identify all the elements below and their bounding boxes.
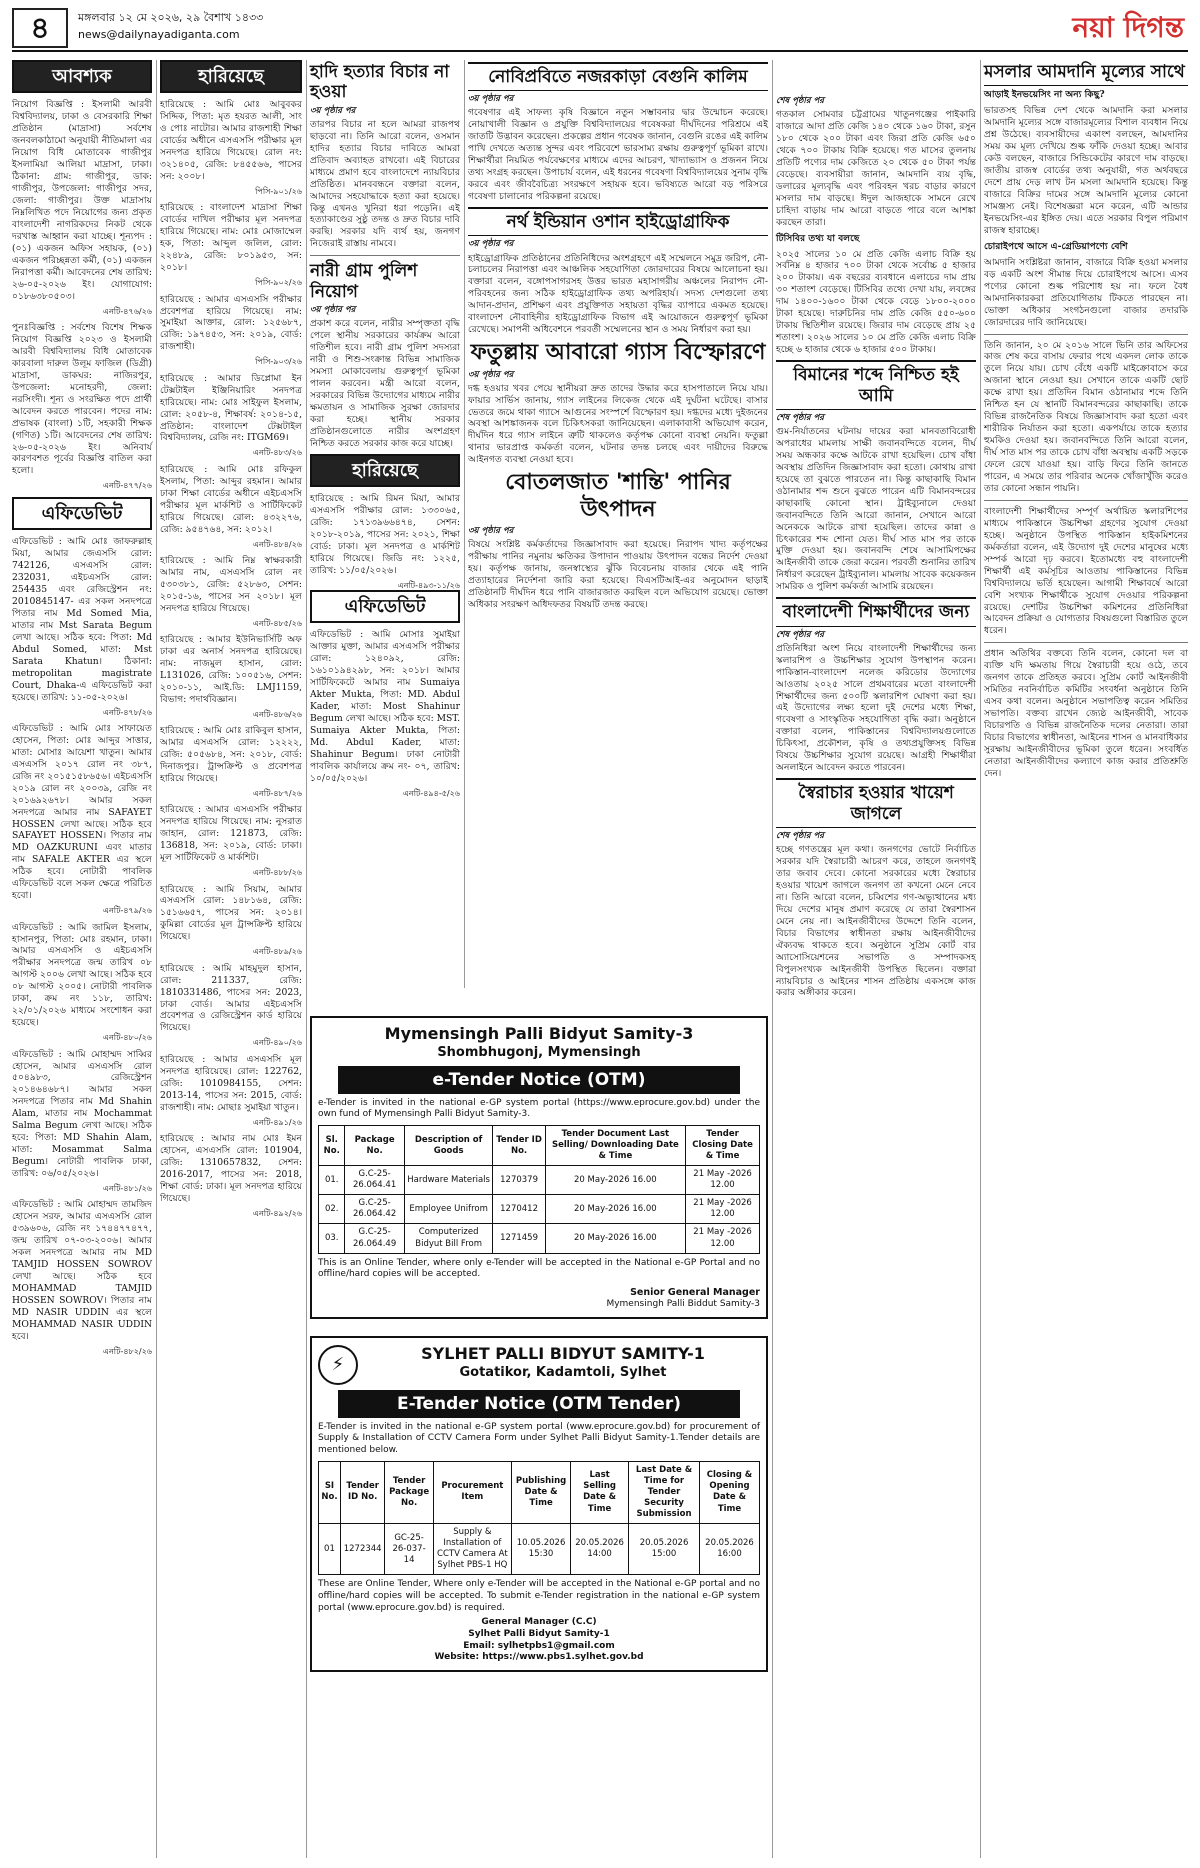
classified-ad: পুনঃবিজ্ঞপ্তি : সর্বশেষ বিশেষ শিক্ষক নিয়োগ বিজ্ঞপ্তি ২০২৩ ও ইসলামী আরবী বিশ্ববিদ্যালয় বিধি মোতাবেক কারবালা দারুল উলূম ফাজিল (ডিগ্রী) মাদ্রাসা, ডাকঘর: নাজিরপুর, উপজেলা: মনোহরদী, জেলা: নরসিংদী। শূন্য ও সংরক্ষিত পদে প্রার্থী আবেদন করতে পারবেন। পদের নাম: প্রভাষক (বাংলা) ১টি, সহকারী শিক্ষক (গণিত) ১টি। আবেদনের শেষ তারিখ: ২৬-০৫-২০২৬ ইং। অনিবার্য কারণবশত পূর্বের বিজ্ঞপ্তি বাতিল করা হলো। (12, 321, 152, 477)
continued-from: শেষ পৃষ্ঠার পর (776, 629, 824, 640)
subheading: চোরাইপথে আসে এ-গ্রেডিয়াপণ্যে বেশি (984, 240, 1128, 252)
table-cell: 02. (319, 1195, 345, 1224)
tender-org: SYLHET PALLI BIDYUT SAMITY-1 (421, 1344, 705, 1363)
ad-ref: এনটি-৪৮৬/২৬ (252, 709, 302, 719)
lost-notice: হারিয়েছে : আমি মোঃ রাকিবুল হাসান, আমার এসএসসি রোল: ১২২২২, রেজি: ৫০৫৬৮৪, সন: ২০১৮, বোর্ড: দিনাজপুর। ট্রান্সক্রিপ্ট ও প্রবেশপত্র হারিয়ে গিয়েছে। (160, 725, 302, 785)
tender-note: This is an Online Tender, where only e-Tender will be accepted in the National e-GP Portal and no offline/hard copies will be accepted. (318, 1257, 760, 1280)
table-row (319, 1195, 760, 1224)
ad-ref: এনটি-৪৯৪-৫/২৬ (402, 788, 460, 798)
ad-ref: এনটি-৪৯৩-১১/২৬ (397, 580, 460, 590)
article-body: ভারতসহ বিভিন্ন দেশ থেকে আমদানি করা মসলার আমদানি মূল্যের সঙ্গে বাজারমূল্যের বিশাল ব্যবধান নিয়ে প্রশ্ন উঠেছে। ব্যবসায়ীদের একাংশ বলছেন, আমদানির সময় কম মূল্য দেখিয়ে শুল্ক ফাঁকি দেওয়া হচ্ছে। আবার কেউ বলছেন, বাজারে সিন্ডিকেটের কারণে দাম বাড়ছে। জাতীয় রাজস্ব বোর্ডের তথ্য অনুযায়ী, গত অর্থবছরে দেশে প্রায় দেড় লাখ টন মসলা আমদানি হয়েছে। কিন্তু বাজারে বিক্রির দামের সঙ্গে আমদানি মূল্যের কোনো সামঞ্জস্য নেই। বিশেষজ্ঞরা মনে করেন, এটি আন্ডার ইনভয়েসিং-এর ইঙ্গিত দেয়। এতে সরকার বিপুল পরিমাণ রাজস্ব হারাচ্ছে। (984, 105, 1188, 236)
lost-notice: হারিয়েছে : আমার নাম মোঃ ইমন হোসেন, এসএসসি রোল: 101904, রেজি: 1310657832, সেশন: 2016-2017, পাসের সন: 2018, শিক্ষা বোর্ড: ঢাকা। মূল সনদপত্র হারিয়ে গিয়েছে। (160, 1132, 302, 1204)
article-body: তারপর বিচার না হলে আমরা রাজপথ ছাড়বো না। তিনি আরো বলেন, ওসমান হাদির হত্যার বিচার দাবিতে আমরা প্রতিবাদ অব্যাহত রাখবো। এই বিচারের মাধ্যমে প্রমাণ হবে বাংলাদেশে ন্যায়বিচার প্রতিষ্ঠিত। মানববন্ধনে বক্তারা বলেন, আমাদের সহযোদ্ধাকে হত্যা করা হয়েছে। কিন্তু এখনও খুনিরা ধরা পড়েনি। এই হত্যাকাণ্ডের সুষ্ঠু তদন্ত ও দ্রুত বিচার দাবি করছি। সরকার যদি ব্যর্থ হয়, জনগণ নিজেরাই রাস্তায় নামবে। (310, 118, 460, 250)
ad-ref: এনটি-৪৭৮/২৬ (102, 707, 152, 717)
ad-ref: পিসি-৯০১/২৬ (255, 187, 302, 197)
article-body: প্রকাশ করে বলেন, নারীর সম্পৃক্ততা বৃদ্ধি পেলে স্থানীয় সরকারের কার্যক্রম আরো গতিশীল হবে। নারী গ্রাম পুলিশ সদস্যরা নারী ও শিশু-সংক্রান্ত বিভিন্ন সামাজিক সমস্যা মোকাবেলায় গুরুত্বপূর্ণ ভূমিকা পালন করবেন। মন্ত্রী আরো বলেন, সরকারের বিভিন্ন উদ্যোগের মাধ্যমে নারীর ক্ষমতায়ন ও সামাজিক সুরক্ষা জোরদার করা হচ্ছে। স্থানীয় সরকার প্রতিষ্ঠানগুলোতে নারীর অংশগ্রহণ নিশ্চিত করতে সরকার কাজ করে যাচ্ছে। (310, 318, 460, 449)
headline[interactable]: হাদি হত্যার বিচার না হওয়া (310, 62, 450, 103)
ad-ref: এনটি-৪৮৮/২৬ (252, 868, 302, 878)
ad-ref: এনটি-৪৮৭/২৬ (252, 788, 302, 798)
affidavit-notice: এফিডেভিট : আমি মোসাঃ সুমাইয়া আক্তার মুক্তা, আমার এসএসসি পরীক্ষার রোল: ১২৪০৯২, রেজি: ১৬১০১৯৪২৯৮, সন: ২০১৮। আমার সার্টিফিকেটে আমার নাম Sumaiya Akter Mukta, পিতা: MD. Abdul Kader, মাতা: Most Shahinur Begum লেখা আছে। সঠিক হবে: MST. Sumaiya Akter Mukta, পিতা: Md. Abdul Kader, মাতা: Shahinur Begum। ঢাকা নোটারী পাবলিক কার্যালয়ে ক্রম নং- ০৭, তারিখ: ১০/০৫/২০২৬। (310, 629, 460, 784)
headline[interactable]: ফতুল্লায় আবারো গ্যাস বিস্ফোরণে (470, 340, 766, 366)
table-header-cell: Package No. (345, 1126, 404, 1166)
column-news-3 (310, 60, 460, 590)
continued-from: শেষ পৃষ্ঠার পর (776, 830, 824, 841)
divider (984, 334, 1188, 335)
headline[interactable]: নোবিপ্রবিতে নজরকাড়া বেগুনি কালিম (468, 62, 768, 91)
lost-notice: হারিয়েছে : আমি রিমন মিয়া, আমার এসএসসি পরীক্ষার রোল: ১৩৩০৬৫, রেজি: ১৭১৩৯৬৬৪৭৪, সেশন: ২০১৮-২০১৯, পাসের সন: ২০২১, শিক্ষা বোর্ড: ঢাকা। মূল সনদপত্র ও মার্কশিট হারিয়ে গিয়েছে। জিডি নং: ১২২৫, তারিখ: ১১/০৫/২০২৬। (310, 493, 460, 576)
tender-intro: e-Tender is invited in the national e-GP system portal (https://www.eprocure.gov.bd) under the own fund of Mymensingh Palli Bidyut Samity-3. (318, 1097, 760, 1120)
ad-ref: এনটি-৪৯০/২৬ (252, 1038, 302, 1048)
table-header-cell: Last Selling Date & Time (571, 1461, 629, 1523)
tender-notice-sylhet (310, 1330, 768, 1672)
subheading: টিসিবির তথ্য যা বলছে (776, 232, 860, 244)
continued-from: শেষ পৃষ্ঠার পর (776, 96, 824, 106)
table-header-cell: Tender ID No. (340, 1461, 385, 1523)
ad-ref: এনটি-৪৮৫/২৬ (252, 618, 302, 628)
table-cell: G.C-25-26.064.41 (345, 1166, 404, 1195)
article-body: দগ্ধ হওয়ার খবর পেয়ে স্থানীয়রা দ্রুত তাদের উদ্ধার করে হাসপাতালে নিয়ে যায়। ফায়ার সার্ভিস জানায়, গ্যাস লাইনের লিকেজ থেকে এই দুর্ঘটনা ঘটেছে। বাসার ভেতরে জমে থাকা গ্যাসে আগুনের সংস্পর্শে বিস্ফোরণ হয়। দগ্ধদের মধ্যে দুইজনের অবস্থা আশঙ্কাজনক বলে চিকিৎসকরা জানিয়েছেন। এলাকাবাসী অভিযোগ করেন, দীর্ঘদিন ধরে গ্যাস লাইনে ত্রুটি থাকলেও কর্তৃপক্ষ কোনো ব্যবস্থা নেয়নি। ফতুল্লা থানার ভারপ্রাপ্ত কর্মকর্তা বলেন, ঘটনার তদন্ত চলছে এবং দায়ীদের বিরুদ্ধে আইনগত ব্যবস্থা নেওয়া হবে। (468, 382, 768, 466)
lost-notice: হারিয়েছে : আমার এসএসসি পরীক্ষার সনদপত্র হারিয়ে গিয়েছে। নাম: নুসরাত জাহান, রোল: 121873, রেজি: 136818, সন: ২০১৯, বোর্ড: ঢাকা। মূল সার্টিফিকেট ও মার্কশিট। (160, 804, 302, 864)
article-body: হাইড্রোগ্রাফিক প্রতিষ্ঠানের প্রতিনিধিদের অংশগ্রহণে এই সম্মেলনে সমুদ্র জরিপ, নৌ-চলাচলের নিরাপত্তা এবং আঞ্চলিক সহযোগিতা জোরদারের বিষয়ে আলোচনা হয়। বক্তারা বলেন, বঙ্গোপসাগরসহ উত্তর ভারত মহাসাগরীয় অঞ্চলের নিরাপদ নৌ-পরিবহনের জন্য সঠিক হাইড্রোগ্রাফিক তথ্য অপরিহার্য। সদস্য দেশগুলো তথ্য আদান-প্রদান, প্রশিক্ষণ এবং প্রযুক্তিগত সহায়তা বৃদ্ধির ব্যাপারে একমত হয়েছে। বাংলাদেশ নৌবাহিনীর হাইড্রোগ্রাফিক বিভাগ এই আয়োজনে গুরুত্বপূর্ণ ভূমিকা রেখেছে। সমাপনী অধিবেশনে পরবর্তী সম্মেলনের স্থান ও সময় নির্ধারণ করা হয়। (468, 252, 768, 336)
column-rule (980, 60, 981, 1858)
continued-from: ৩য় পৃষ্ঠার পর (468, 94, 514, 105)
ad-ref: এনটি-৪৮৩/২৬ (252, 448, 302, 458)
table-cell: 20 May-2026 16.00 (545, 1195, 685, 1224)
article-body: হচ্ছে গণতন্ত্রের মূল কথা। জনগণের ভোটে নির্বাচিত সরকার যদি স্বৈরাচারী আচরণ করে, তাহলে জনগণই তার জবাব দেবে। কোনো সরকারের মধ্যে স্বৈরাচার হওয়ার খায়েশ জাগলে জনগণ তা কখনো মেনে নেবে না। তিনি আরো বলেন, চব্বিশের গণ-অভ্যুত্থানের মধ্য দিয়ে দেশের মানুষ প্রমাণ করেছে যে তারা স্বৈরশাসন মেনে নেয় না। আইনজীবীদের উদ্দেশে তিনি বলেন, বিচার বিভাগের স্বাধীনতা রক্ষায় আইনজীবীদের ঐক্যবদ্ধ থাকতে হবে। অনুষ্ঠানে সুপ্রিম কোর্ট বার অ্যাসোসিয়েশনের সভাপতি ও সম্পাদকসহ বিপুলসংখ্যক আইনজীবী উপস্থিত ছিলেন। বক্তারা ন্যায়বিচার ও আইনের শাসন প্রতিষ্ঠায় একসঙ্গে কাজ করার অঙ্গীকার করেন। (776, 844, 976, 999)
date-line: মঙ্গলবার ১২ মে ২০২৬, ২৯ বৈশাখ ১৪৩৩ (78, 11, 264, 24)
table-row (319, 1166, 760, 1195)
table-cell: G.C-25-26.064.42 (345, 1195, 404, 1224)
headline[interactable]: বিমানের শব্দে নিশ্চিত হই আমি (776, 360, 976, 410)
subheading: আড়াই ইনভয়েসিং না অন্য কিছু? (984, 89, 1105, 101)
article-body: বাংলাদেশী শিক্ষার্থীদের সম্পূর্ণ অর্থায়িত স্কলারশিপের মাধ্যমে পাকিস্তানে উচ্চশিক্ষা গ্রহণের সুযোগ দেওয়া হচ্ছে। অনুষ্ঠানে উপস্থিত পাকিস্তান হাইকমিশনের কর্মকর্তারা বলেন, এই উদ্যোগ দুই দেশের মানুষের মধ্যে সম্পর্ক আরো দৃঢ় করবে। ইতোমধ্যে বহু বাংলাদেশী শিক্ষার্থী এই কর্মসূচির আওতায় পাকিস্তানের বিভিন্ন বিশ্ববিদ্যালয়ে ভর্তি হয়েছেন। আগামী শিক্ষাবর্ষে আরো বেশি সংখ্যক শিক্ষার্থীকে সুযোগ দেওয়ার পরিকল্পনা রয়েছে। দেশটির উচ্চশিক্ষা কমিশনের প্রতিনিধিরা আবেদন প্রক্রিয়া ও যোগ্যতার বিষয়গুলো বিস্তারিত তুলে ধরেন। (984, 505, 1188, 637)
table-cell: 20 May-2026 16.00 (545, 1166, 685, 1195)
affidavit-notice: এফিডেভিট : আমি জামিল ইসলাম, হাসানপুর, পিতা: মোঃ রহমান, ঢাকা। আমার এসএসসি ও এইচএসসি পরীক্ষার সনদপত্রে জন্ম তারিখ ০৮ আগস্ট ২০০৬ লেখা আছে। সঠিক হবে ০৮ আগস্ট ২০০৫। নোটারী পাবলিক ঢাকা, ক্রম নং ১১৮, তারিখ: ২২/০১/২০২৬ মাধ্যমে সংশোধন করা হয়েছে। (12, 921, 152, 1029)
divider (310, 255, 460, 256)
lost-notice: হারিয়েছে : আমার এসএসসি পরীক্ষার প্রবেশপত্র হারিয়ে গিয়েছে। নাম: সুমাইয়া আক্তার, রোল: ১২৫৬৮৭, রেজি: ১৯৭৪৫৩, সন: ২০১৯, বোর্ড: রাজশাহী। (160, 293, 302, 353)
headline[interactable]: নারী গ্রাম পুলিশ নিয়োগ (310, 261, 418, 302)
tender-note: These are Online Tender, Where only e-Tender will be accepted in the National e-GP portal and no offline/hard copies will be accepted. To submit e-Tender registration in the national e-GP system portal (www.eprocure.gov.bd) is required. (318, 1579, 760, 1613)
column-rule (464, 60, 465, 988)
column-news-4 (468, 60, 768, 1060)
continued-from: ৩য় পৃষ্ঠার পর (468, 526, 514, 537)
table-header-cell: Closing & Opening Date & Time (700, 1461, 760, 1523)
table-cell: GC-25-26-037-14 (385, 1524, 433, 1575)
masthead (12, 8, 1188, 52)
affidavit-notice: এফিডেভিট : আমি মোঃ জাফরুল্লাহ মিয়া, আমার জেএসসি রোল: 742126, এসএসসি রোল: 232031, এইচএসসি রোল: 254435 এবং রেজিস্ট্রেশন নং: 2010845147- এর সকল সনদপত্রে পিতার নাম Md Somed Mia, মাতার নাম Mst Sarata Begum লেখা আছে। সঠিক হবে: পিতা: Md Abdul Somed, মাতা: Mst Sarata Khatun। ঠিকানা: metropolitan magistrate Court, Dhaka-এ এফিডেভিট করা হয়েছে। তারিখ: ১১-০৫-২০২৬। (12, 536, 152, 703)
divider (984, 500, 1188, 501)
article-body: প্রধান অতিথির বক্তব্যে তিনি বলেন, কোনো দল বা ব্যক্তি যদি ক্ষমতায় গিয়ে স্বৈরাচারী হয়ে ওঠে, তবে জনগণ তাকে প্রতিহত করবে। সুপ্রিম কোর্ট আইনজীবী সমিতির নবনির্বাচিত কমিটির সংবর্ধনা অনুষ্ঠানে তিনি এসব কথা বলেন। অনুষ্ঠানে সভাপতিত্ব করেন সমিতির সভাপতি। বক্তব্য রাখেন জ্যেষ্ঠ আইনজীবী, সাবেক বিচারপতি ও বিভিন্ন রাজনৈতিক দলের নেতারা। তারা বিচার বিভাগের স্বাধীনতা, আইনের শাসন ও মানবাধিকার সুরক্ষায় আইনজীবীদের ভূমিকা তুলে ধরেন। সংবর্ধিত নেতারা আইনজীবীদের কল্যাণে কাজ করার প্রতিশ্রুতি দেন। (984, 648, 1188, 779)
ad-ref: এনটি-৪৮৯/২৬ (252, 947, 302, 957)
table-cell: 1272344 (340, 1524, 385, 1575)
article-body: গুম-নির্যাতনের ঘটনায় দায়ের করা মানবতাবিরোধী অপরাধের মামলায় সাক্ষী জবানবন্দিতে বলেন, দীর্ঘ সময় অন্ধকার কক্ষে আটকে রাখা হয়েছিল। চোখ বাঁধা অবস্থায় প্রতিদিন জিজ্ঞাসাবাদ করা হতো। কোথায় রাখা হয়েছে তা বুঝতে পারতেন না। কিন্তু কাছাকাছি বিমান ওঠানামার শব্দ শুনে বুঝতে পারেন এটি বিমানবন্দরের কাছাকাছি কোনো স্থান। ট্রাইব্যুনালে দেওয়া জবানবন্দিতে তিনি আরো জানান, সেখানে আরো অনেককে আটকে রাখা হয়েছিল। তাদের কান্না ও চিৎকারের শব্দ শোনা যেত। দীর্ঘ সাত মাস পর তাকে মুক্তি দেওয়া হয়। জবানবন্দি শেষে আসামিপক্ষের আইনজীবী তাকে জেরা করেন। পরবর্তী শুনানির তারিখ নির্ধারণ করেছেন ট্রাইব্যুনাল। মামলায় সাবেক কয়েকজন সামরিক ও পুলিশ কর্মকর্তা আসামি রয়েছেন। (776, 425, 976, 593)
tender-intro: E-Tender is invited in the national e-GP system portal (www.eprocure.gov.bd) for procurement of Supply & Installation of CCTV Camera Form under Sylhet Palli Bidyut Samity-1.Tender details are mentioned below. (318, 1421, 760, 1456)
ad-ref: এনটি-৪৭৬/২৬ (102, 306, 152, 316)
table-cell: Supply & Installation of CCTV Camera At Sylhet PBS-1 HQ (433, 1524, 511, 1575)
ad-ref: পিসি-৯০৩/২৬ (255, 357, 302, 367)
ad-ref: এনটি-৪৮০/২৬ (102, 1033, 152, 1043)
lost-notice: হারিয়েছে : আমি মোঃ রফিকুল ইসলাম, পিতা: আব্দুর রহমান। আমার ঢাকা শিক্ষা বোর্ডের অধীনে এইচএসসি পরীক্ষার মূল মার্কশিট ও সার্টিফিকেট হারিয়ে গিয়েছে। রোল: ৪৩২২৭৬, রেজি: ৯৫৪৭৬৪, সন: ২০১২। (160, 463, 302, 535)
ad-ref: এনটি-৪৯২/২৬ (252, 1208, 302, 1218)
lost-notice: হারিয়েছে : আমি মাহমুদুল হাসান, রোল: 211337, রেজি: 1810331486, পাসের সন: 2023, ঢাকা বোর্ড। আমার এইচএসসি প্রবেশপত্র ও রেজিস্ট্রেশন কার্ড হারিয়ে গিয়েছে। (160, 962, 302, 1034)
tender-address: Gotatikor, Kadamtoli, Sylhet (459, 1364, 667, 1380)
column-classifieds (12, 60, 152, 1858)
tender-title: E-Tender Notice (OTM Tender) (338, 1390, 740, 1418)
table-cell: Hardware Materials (404, 1166, 493, 1195)
column-rule (772, 60, 773, 1858)
table-row (319, 1524, 760, 1575)
article-body: ২০২৫ সালের ১০ মে প্রতি কেজি এলাচ বিক্রি হয় সর্বনিম্ন ৪ হাজার ৭০০ টাকা থেকে সর্বোচ্চ ৫ হাজার ২০০ টাকায়। এক বছরের ব্যবধানে এলাচের দাম প্রায় ৩০ শতাংশ বেড়েছে। টিসিবির তথ্যে দেখা যায়, লবঙ্গের দাম ১৪০০-১৬০০ টাকা থেকে বেড়ে ১৮০০-২০০০ টাকা হয়েছে। দারুচিনির দাম প্রতি কেজি ৫৫০-৬০০ টাকায় স্থিতিশীল রয়েছে। জিরার দাম বেড়েছে প্রায় ২৫ শতাংশ। ২০২৬ সালের ১০ মে প্রতি কেজি এলাচ বিক্রি হচ্ছে ৬ হাজার থেকে ৬ হাজার ৫০০ টাকায়। (776, 248, 976, 356)
classified-ad: নিয়োগ বিজ্ঞপ্তি : ইসলামী আরবী বিশ্ববিদ্যালয়, ঢাকা ও বেসরকারি শিক্ষা প্রতিষ্ঠান (মাদ্রাসা) সর্বশেষ জনবলকাঠামো অনুযায়ী নীতিমালা এর নিয়োগ বিধি মোতাবেক গাজীপুর ইসলামিয়া আলিয়া মাদ্রাসা, ঢাকা। ঠিকানা: গ্রাম: গাজীপুর, ডাক: গাজীপুর, উপজেলা: গাজীপুর সদর, জেলা: গাজীপুর। উক্ত মাদ্রাসায় নিম্নলিখিত পদে নিয়োগের জন্য প্রকৃত বাংলাদেশী নাগরিকদের নিকট থেকে দরখাস্ত আহ্বান করা যাচ্ছে। শূন্যপদ : (০১) একজন অফিস সহায়ক, (০১) একজন পরিচ্ছন্নতা কর্মী, (০১) একজন নিরাপত্তা কর্মী। আবেদনের শেষ তারিখ: ২৬-০৫-২০২৬ ইং। যোগাযোগ: ০১৮৬৩৮০৫০৩। (12, 99, 152, 302)
ad-ref: এনটি-৪৭৭/২৬ (102, 481, 152, 491)
tender-email[interactable]: Email: sylhetpbs1@gmail.com (463, 1640, 615, 1651)
table-header-cell: Last Date & Time for Tender Security Submission (629, 1461, 700, 1523)
tender-table (318, 1461, 760, 1575)
affidavit-notice: এফিডেভিট : আমি মোঃ সাফায়েত হোসেন, পিতা: মোঃ আব্দুর সাত্তার, মাতা: মোসাঃ আয়েশা খাতুন। আমার এসএসসি ২০১৭ রোল নং ৩৮৭, রেজি নং ২০১৫১৫৮৬৫৬। এইচএসসি ২০১৯ রোল নং ২০০৩৯, রেজি নং ২০১৬৯২৬৭৮। আমার সকল সনদপত্রে আমার নাম SAFAYET HOSSEN লেখা আছে। সঠিক হবে SAFAYET HOSSEN। পিতার নাম MD OAZKURUNI এবং মাতার নাম SAFALE AKTER এর স্থলে সঠিক হবে। নোটারী পাবলিক এফিডেভিট বলে সকল ক্ষেত্রে পরিচিত হবো। (12, 722, 152, 902)
continued-from: ৩য় পৃষ্ঠার পর (310, 305, 356, 316)
lost-notice: হারিয়েছে : আমি মোঃ আবুবকর সিদ্দিক, পিতা: মৃত হযরত আলী, সাং ও পোঃ নাটোর। আমার রাজশাহী শিক্ষা বোর্ডের অধীনে এসএসসি পরীক্ষার মূল সনদপত্র হারিয়ে গিয়েছে। রোল নং: ৩২১৪০৫, রেজি: ৮৪৫৫৬৬, পাসের সন: ২০০৮। (160, 99, 302, 183)
continued-from: ৩য় পৃষ্ঠার পর (468, 239, 514, 250)
table-header-cell: SI No. (319, 1461, 341, 1523)
ad-ref: এনটি-৪৮৪/২৬ (252, 539, 302, 549)
lost-notice: হারিয়েছে : আমার এসএসসি মূল সনদপত্র হারিয়েছে। রোল: 122762, রেজি: 1010984155, সেশন: 2013-14, পাসের সন: 2015, বোর্ড: রাজশাহী। নাম: মোছাঃ সুমাইয়া খাতুন। (160, 1053, 302, 1113)
affidavit-notice: এফিডেভিট : আমি মোহাম্মদ তামজিদ হোসেন সরফ, আমার এসএসসি রোল ৫৩৯৬০৬, রেজি নং ১৭৪৪৭৭৪৭৭, জন্ম তারিখ ০৭-০৩-২০০৬। আমার সকল সনদপত্রে আমার নাম MD TAMJID HOSSEN SOWROV লেখা আছে। সঠিক হবে MOHAMMAD TAMJID HOSSEN SOWROV। পিতার নাম MD NASIR UDDIN এর স্থলে MOHAMMAD NASIR UDDIN হবে। (12, 1199, 152, 1342)
table-cell: 1270412 (493, 1195, 545, 1224)
column-news-6 (984, 60, 1188, 1858)
table-header-cell: Sl. No. (319, 1126, 345, 1166)
table-header-cell: Description of Goods (404, 1126, 493, 1166)
article-body: গবেষণার এই সাফল্য কৃষি বিজ্ঞানে নতুন সম্ভাবনার দ্বার উন্মোচন করেছে। নোয়াখালী বিজ্ঞান ও প্রযুক্তি বিশ্ববিদ্যালয়ের গবেষকরা দীর্ঘদিনের পরিশ্রমে এই জাতটি উদ্ভাবন করেছেন। প্রকল্পের প্রধান গবেষক জানান, বেগুনি রঙের এই কালিম পাখি দেখতে অত্যন্ত সুন্দর এবং পরিবেশে ভারসাম্য রক্ষায় গুরুত্বপূর্ণ ভূমিকা রাখে। শিক্ষার্থীরা নিয়মিত পর্যবেক্ষণের মাধ্যমে এদের আচরণ, খাদ্যাভ্যাস ও প্রজনন নিয়ে তথ্য সংগ্রহ করছেন। উপাচার্য বলেন, এই ধরনের গবেষণা বিশ্ববিদ্যালয়ের সুনাম বৃদ্ধি করবে এবং জীববৈচিত্র্য সংরক্ষণে সহায়ক হবে। ভবিষ্যতে আরো বড় পরিসরে গবেষণা চালানোর পরিকল্পনা রয়েছে। (468, 107, 768, 203)
continued-from: ৩য় পৃষ্ঠার পর (310, 105, 356, 116)
tender-signatory: Senior General Manager (630, 1286, 760, 1298)
continued-from: ৩য় পৃষ্ঠার পর (468, 369, 514, 380)
table-cell: 10.05.2026 15:30 (511, 1524, 570, 1575)
article-body: তিনি জানান, ২০ মে ২০১৬ সালে ভিনি তার অফিসের কাজ শেষ করে বাসায় ফেরার পথে একদল লোক তাকে তুলে নিয়ে যায়। চোখ বেঁধে একটি মাইক্রোবাসে করে অজানা স্থানে নেওয়া হয়। সেখানে তাকে একটি ছোট কক্ষে রাখা হয়। প্রতিদিন বিমান ওঠানামার শব্দে তিনি নিশ্চিত হন যে স্থানটি বিমানবন্দরের কাছাকাছি। তাকে বিভিন্ন রাজনৈতিক বিষয়ে জিজ্ঞাসাবাদ করা হতো এবং শারীরিক নির্যাতন করা হতো। একপর্যায়ে তাকে হত্যার হুমকিও দেওয়া হয়। জবানবন্দিতে তিনি আরো বলেন, দীর্ঘ সাত মাস পর তাকে চোখ বাঁধা অবস্থায় একটি সড়কে ফেলে রেখে যাওয়া হয়। বাড়ি ফিরে তিনি জানতে পারেন, এ সময়ে তার পরিবার অনেক খোঁজাখুঁজি করেও তার কোনো সন্ধান পায়নি। (984, 339, 1188, 494)
table-row (319, 1224, 760, 1253)
article-body: আমদানি সংশ্লিষ্টরা জানান, বাজারে বিক্রি হওয়া মসলার বড় একটি অংশ সীমান্ত দিয়ে চোরাইপথে আসে। এসব পণ্যের কোনো শুল্ক পরিশোধ হয় না। ফলে বৈধ আমদানিকারকরা প্রতিযোগিতায় টিকতে পারছেন না। ভোক্তা অধিকার সংগঠনগুলো বাজার তদারকি জোরদারের দাবি জানিয়েছে। (984, 256, 1188, 328)
article-body: বিষয়ে সংশ্লিষ্ট কর্মকর্তাদের জিজ্ঞাসাবাদ করা হয়েছে। নিরাপদ খাদ্য কর্তৃপক্ষের পরীক্ষায় পানির নমুনায় ক্ষতিকর উপাদান পাওয়ায় উৎপাদন বন্ধের নির্দেশ দেওয়া হয়। কর্তৃপক্ষ জানায়, জনস্বাস্থ্যের ঝুঁকি বিবেচনায় বাজার থেকে এই পানি প্রত্যাহারের নির্দেশনা জারি করা হয়েছে। বিএসটিআই-এর অনুমোদন ছাড়াই প্রতিষ্ঠানটি দীর্ঘদিন ধরে পানি বাজারজাত করছিল বলে অভিযোগ রয়েছে। ভোক্তা অধিকার সংরক্ষণ অধিদফতর বিষয়টি তদন্ত করছে। (468, 539, 768, 610)
tender-signatory-org: Sylhet Palli Bidyut Samity-1 (468, 1629, 610, 1640)
divider (984, 642, 1188, 643)
table-cell: Computerized Bidyut Bill From (404, 1224, 493, 1253)
emblem-icon: ⚡ (318, 1345, 358, 1385)
column-rule (156, 60, 157, 1858)
table-cell: 20.05.2026 14:00 (571, 1524, 629, 1575)
table-header-cell: Tender ID No. (493, 1126, 545, 1166)
tender-org: Mymensingh Palli Bidyut Samity-3 (384, 1024, 694, 1043)
table-cell: 1271459 (493, 1224, 545, 1253)
ad-ref: এনটি-৪৮১/২৬ (102, 1184, 152, 1194)
affidavit-notice: এফিডেভিট : আমি মোহাম্মদ সাব্বির হোসেন, আমার এসএসসি রোল ৫০৪৯৮৩, রেজিস্ট্রেশন ২০১৪৬৪৬৮৭। আমার সকল সনদপত্রে পিতার নাম Md Shahin Alam, মাতার নাম Mochammat Salma Begum লেখা আছে। সঠিক হবে: পিতা: MD Shahin Alam, মাতা: Mosammat Salma Begum। নোটারী পাবলিক ঢাকা, তারিখ: ০৬/০৫/২০২৬। (12, 1048, 152, 1180)
headline[interactable]: স্বৈরাচার হওয়ার খায়েশ জাগলে (776, 778, 976, 828)
tender-notice-mymensingh (310, 1010, 768, 1319)
table-cell: 21 May -2026 12.00 (686, 1166, 760, 1195)
section-head-lost: হারিয়েছে (160, 60, 302, 93)
headline[interactable]: বাংলাদেশী শিক্ষার্থীদের জন্য (776, 597, 976, 626)
lost-notice: হারিয়েছে : আমার ইউনিভার্সিটি অফ ঢাকা এর অনার্স সনদপত্র হারিয়েছে। নাম: নাজমুল হাসান, রোল: L131026, রেজি: ১০০৫১৬, সেশন: ২০১০-১১, আই.ডি: LMJ1159, বিভাগ: পদার্থবিজ্ঞান। (160, 634, 302, 705)
tender-title: e-Tender Notice (OTM) (338, 1066, 740, 1094)
table-cell: 03. (319, 1224, 345, 1253)
table-header-cell: Procurement Item (433, 1461, 511, 1523)
column-news-5 (776, 60, 976, 1858)
table-header-cell: Tender Closing Date & Time (686, 1126, 760, 1166)
tender-signatory-org: Mymensingh Palli Biddut Samity-3 (606, 1299, 760, 1310)
lost-notice: হারিয়েছে : আমি নিম্ন স্বাক্ষরকারী আমার নাম, এসএসসি রোল নং ৫৩০৩৮১, রেজি: ৫২৮৬৩, সেশন: ২০১৫-১৬, পাসের সন ২০১৮। মূল সনদপত্র হারিয়ে গিয়েছে। (160, 554, 302, 614)
ad-ref: এনটি-৪৯১/২৬ (252, 1117, 302, 1127)
ad-ref: এনটি-৪৮২/২৬ (102, 1346, 152, 1356)
headline[interactable]: বোতলজাত 'শান্তি' পানির উৎপাদন (505, 470, 731, 522)
article-body: প্রতিনিধিরা অংশ নিয়ে বাংলাদেশী শিক্ষার্থীদের জন্য স্কলারশিপ ও উচ্চশিক্ষার সুযোগ উপস্থাপন করেন। পাকিস্তান-বাংলাদেশ নলেজ করিডোর উদ্যোগের আওতায় ২০২৫ সালে প্রথমবারের মতো বাংলাদেশী শিক্ষার্থীদের জন্য ৫০০টি স্কলারশিপ ঘোষণা করা হয়। এই উদ্যোগের লক্ষ্য হলো দুই দেশের মধ্যে শিক্ষা, গবেষণা ও সাংস্কৃতিক সহযোগিতা বৃদ্ধি করা। অনুষ্ঠানে বক্তারা বলেন, পাকিস্তানের বিশ্ববিদ্যালয়গুলোতে চিকিৎসা, প্রকৌশল, কৃষি ও তথ্যপ্রযুক্তিসহ বিভিন্ন বিষয়ে উচ্চশিক্ষার সুযোগ রয়েছে। আগ্রহী শিক্ষার্থীরা অনলাইনে আবেদন করতে পারবেন। (776, 642, 976, 774)
table-cell: 01 (319, 1524, 341, 1575)
headline[interactable]: নর্থ ইন্ডিয়ান ওশান হাইড্রোগ্রাফিক (468, 207, 768, 236)
section-head-lost: হারিয়েছে (310, 454, 460, 487)
table-cell: 20 May-2026 16.00 (545, 1224, 685, 1253)
lost-list (160, 99, 302, 1219)
ad-ref: পিসি-৯০২/২৬ (255, 278, 302, 288)
table-cell: 01. (319, 1166, 345, 1195)
continued-from: শেষ পৃষ্ঠার পর (776, 412, 824, 423)
headline[interactable]: মসলার আমদানি মূল্যের সাথে (984, 62, 1188, 86)
table-cell: 21 May -2026 12.00 (686, 1195, 760, 1224)
lost-notice: হারিয়েছে : আমার ডিপ্লোমা ইন টেক্সটাইল ইঞ্জিনিয়ারিং সনদপত্র হারিয়েছে। নাম: মোঃ সাইফুল ইসলাম, রোল: ২০৫৮-৪, শিক্ষাবর্ষ: ২০১৪-১৫, প্রতিষ্ঠান: বাংলাদেশ টেক্সটাইল বিশ্ববিদ্যালয়, রেজি নং: ITGM69। (160, 372, 302, 444)
lost-notice: হারিয়েছে : বাংলাদেশ মাদ্রাসা শিক্ষা বোর্ডের দাখিল পরীক্ষার মূল সনদপত্র হারিয়ে গিয়েছে। নাম: মোঃ মোজাম্মেল হক, পিতা: আব্দুল জলিল, রোল: ২২৪৮৯, রেজি: ৮০১৯৫৩, সন: ২০১৮। (160, 202, 302, 274)
table-header-cell: Tender Document Last Selling/ Downloading Date & Time (545, 1126, 685, 1166)
article-body: গতকাল সোমবার চট্টগ্রামের খাতুনগঞ্জের পাইকারি বাজারে আদা প্রতি কেজি ১৪০ থেকে ১৬০ টাকা, রসুন ১৮০ থেকে ২০০ টাকা এবং জিরা প্রতি কেজি ৬৫০ থেকে ৭০০ টাকায় বিক্রি হয়েছে। গত মাসের তুলনায় প্রতিটি পণ্যের দাম কেজিতে ২০ থেকে ৫০ টাকা পর্যন্ত বেড়েছে। ব্যবসায়ীরা জানান, আমদানি ব্যয় বৃদ্ধি, ডলারের মূল্যবৃদ্ধি এবং পরিবহন খরচ বাড়ার কারণে মসলার দাম বাড়ছে। ঈদুল আজহাকে সামনে রেখে চাহিদা বাড়ায় দাম আরো বাড়তে পারে বলে আশঙ্কা করছেন তারা। (776, 109, 976, 228)
table-cell: G.C-25-26.064.49 (345, 1224, 404, 1253)
table-cell: 21 May -2026 12.00 (686, 1224, 760, 1253)
column-affidavit-3 (310, 590, 460, 1000)
lost-notice: হারিয়েছে : আমি সিয়াম, আমার এসএসসি রোল: ১৪৮১৬৪, রেজি: ১৫১৬৬৫৭, পাসের সন: ২০১৪। কুমিল্লা বোর্ডের মূল ট্রান্সক্রিপ্ট হারিয়ে গিয়েছে। (160, 883, 302, 943)
table-header-cell: Publishing Date & Time (511, 1461, 570, 1523)
table-cell: Employee Unifrom (404, 1195, 493, 1224)
section-head-affidavit: এফিডেভিট (12, 497, 152, 530)
column-rule (306, 60, 307, 1858)
table-header-cell: Tender Package No. (385, 1461, 433, 1523)
page-number: ৪ (12, 8, 68, 48)
tender-table (318, 1125, 760, 1253)
brand-logo: নয়া দিগন্ত (1072, 11, 1184, 44)
table-cell: 1270379 (493, 1166, 545, 1195)
tender-signatory: General Manager (C.C) (481, 1617, 597, 1628)
section-head-affidavit: এফিডেভিট (310, 590, 460, 623)
tender-website[interactable]: Website: https://www.pbs1.sylhet.gov.bd (434, 1652, 644, 1663)
ad-ref: এনটি-৪৭৯/২৬ (102, 906, 152, 916)
tender-address: Shombhugonj, Mymensingh (437, 1044, 641, 1060)
table-cell: 20.05.2026 15:00 (629, 1524, 700, 1575)
site-email[interactable]: news@dailynayadiganta.com (78, 28, 240, 41)
column-lost (160, 60, 302, 1858)
section-head-wanted: আবশ্যক (12, 60, 152, 93)
table-cell: 20.05.2026 16:00 (700, 1524, 760, 1575)
